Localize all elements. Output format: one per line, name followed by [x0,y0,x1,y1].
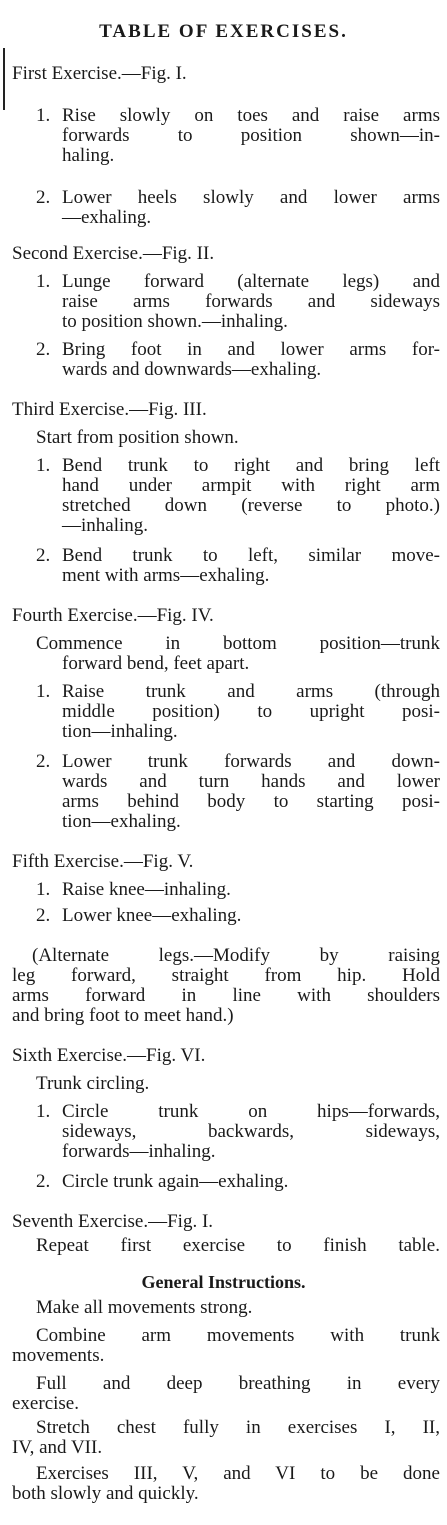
step-line: raise arms forwards and sideways [62,291,440,312]
step-number: 1. [36,455,51,476]
step-line: Bend trunk to left, similar move- [62,545,440,566]
step-line: Circle trunk on hips—forwards, [62,1101,440,1122]
instruction-line: both slowly and quickly. [12,1483,199,1504]
note-line: leg forward, straight from hip. Hold [12,965,440,986]
step-line: Lunge forward (alternate legs) and [62,271,440,292]
step-line: tion—exhaling. [62,811,181,832]
step-line: ment with arms—exhaling. [62,565,270,586]
margin-rule [3,48,5,110]
step-number: 1. [36,681,51,702]
step-line: hand under armpit with right arm [62,475,440,496]
step-line: tion—inhaling. [62,721,178,742]
step-number: 2. [36,187,51,208]
step-line: to position shown.—inhaling. [62,311,288,332]
step-number: 1. [36,1101,51,1122]
step-line: —exhaling. [62,207,152,228]
exercise-heading-4: Fourth Exercise.—Fig. IV. [12,605,214,626]
step-number: 2. [36,1171,51,1192]
exercise-intro: Start from position shown. [36,427,239,448]
instruction-line: Exercises III, V, and VI to be done [36,1463,440,1484]
exercise-heading-3: Third Exercise.—Fig. III. [12,399,207,420]
step-line: Lower knee—exhaling. [62,905,242,926]
note-line: (Alternate legs.—Modify by raising [32,945,440,966]
instruction-line: Full and deep breathing in every [36,1373,440,1394]
step-line: sideways, backwards, sideways, [62,1121,440,1142]
step-line: Lower trunk forwards and down- [62,751,440,772]
exercise-heading-5: Fifth Exercise.—Fig. V. [12,851,194,872]
step-line: Lower heels slowly and lower arms [62,187,440,208]
step-line: wards and turn hands and lower [62,771,440,792]
exercise-intro: Repeat first exercise to finish table. [36,1235,440,1256]
exercise-heading-7: Seventh Exercise.—Fig. I. [12,1211,214,1232]
step-number: 1. [36,105,51,126]
exercise-intro: Commence in bottom position—trunk [36,633,440,654]
step-number: 1. [36,879,51,900]
step-line: —inhaling. [62,515,149,536]
step-number: 2. [36,905,51,926]
step-line: arms behind body to starting posi- [62,791,440,812]
note-line: and bring foot to meet hand.) [12,1005,234,1026]
step-line: stretched down (reverse to photo.) [62,495,440,516]
step-line: haling. [62,145,115,166]
exercise-heading-6: Sixth Exercise.—Fig. VI. [12,1045,206,1066]
step-line: Raise trunk and arms (through [62,681,440,702]
instruction-line: Combine arm movements with trunk [36,1325,440,1346]
instruction-line: movements. [12,1345,105,1366]
step-line: wards and downwards—exhaling. [62,359,322,380]
step-number: 2. [36,751,51,772]
exercise-heading-2: Second Exercise.—Fig. II. [12,243,215,264]
instruction-line: Make all movements strong. [36,1297,253,1318]
instruction-line: IV, and VII. [12,1437,103,1458]
page-title: TABLE OF EXERCISES. [99,21,348,42]
step-number: 2. [36,339,51,360]
step-line: Circle trunk again—exhaling. [62,1171,289,1192]
step-line: Raise knee—inhaling. [62,879,231,900]
note-line: arms forward in line with shoulders [12,985,440,1006]
exercise-heading-1: First Exercise.—Fig. I. [12,63,187,84]
step-line: middle position) to upright posi- [62,701,440,722]
instruction-line: Stretch chest fully in exercises I, II, [36,1417,440,1438]
step-line: forwards—inhaling. [62,1141,216,1162]
instruction-line: exercise. [12,1393,79,1414]
step-number: 1. [36,271,51,292]
general-instructions-title: General Instructions. [141,1272,306,1292]
exercise-intro: Trunk circling. [36,1073,150,1094]
step-line: forwards to position shown—in- [62,125,440,146]
exercise-intro: forward bend, feet apart. [62,653,250,674]
step-line: Bend trunk to right and bring left [62,455,440,476]
step-line: Bring foot in and lower arms for- [62,339,440,360]
step-number: 2. [36,545,51,566]
step-line: Rise slowly on toes and raise arms [62,105,440,126]
